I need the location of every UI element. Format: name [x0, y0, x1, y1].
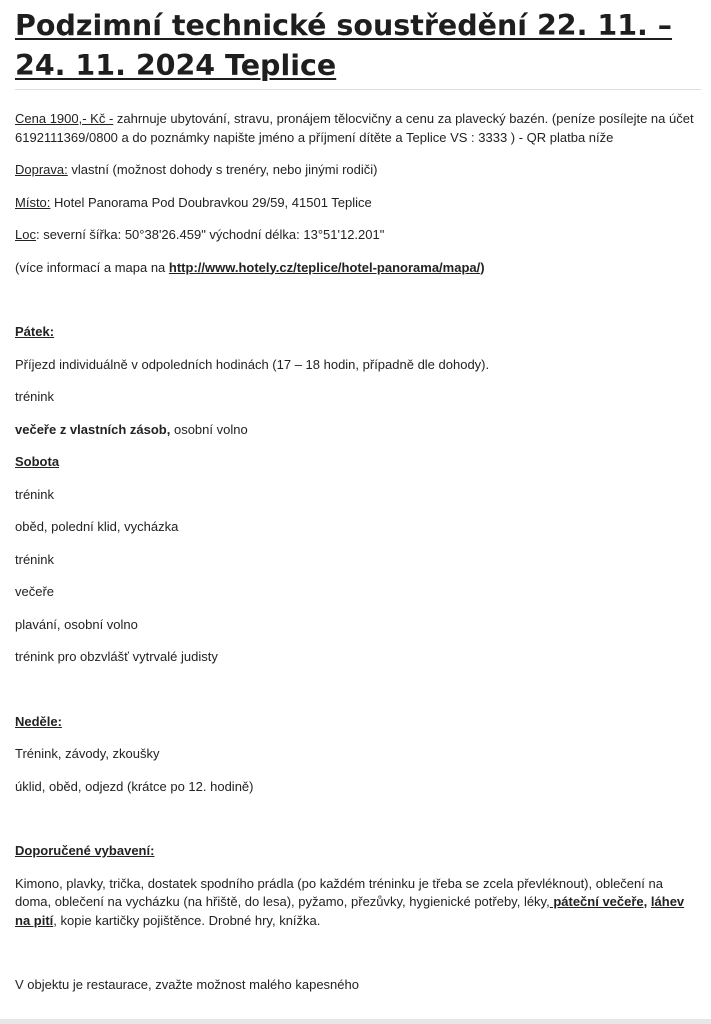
price-label: Cena 1900,- Kč - — [15, 111, 114, 126]
saturday-item: večeře — [15, 584, 55, 599]
document — [15, 0, 701, 995]
saturday-item: plavání, osobní volno — [15, 616, 138, 632]
equipment-text-start: Kimono, plavky, trička, dostatek spodního prádla (po každém tréninku je třeba se zcela převléknout), oblečení na doma, oblečení na vycházku (na hřiště, do lesa), pyžamo, přezůvky, hygienické potřeby, léky, — [15, 875, 663, 909]
place-label: Místo: — [15, 194, 51, 210]
friday-arrival: Příjezd individuálně v odpoledních hodinách (17 – 18 hodin, případně dle dohody). — [15, 356, 490, 372]
more-info-prefix: (více informací a mapa na — [15, 259, 169, 275]
friday-training: trénink — [15, 389, 55, 404]
transport-text: vlastní (možnost dohody s trenéry, nebo jinými rodiči) — [67, 162, 378, 177]
saturday-item: oběd, polední klid, vycházka — [15, 519, 179, 534]
saturday-item: trénink — [15, 551, 55, 567]
loc-text: : severní šířka: 50°38'26.459" východní délka: 13°51'12.201" — [35, 227, 385, 242]
saturday-heading: Sobota — [15, 454, 60, 469]
saturday-item: trénink — [15, 486, 55, 502]
location-paragraph — [15, 226, 701, 245]
sunday-item: úklid, oběd, odjezd (krátce po 12. hodině) — [15, 778, 254, 794]
friday-heading: Pátek: — [15, 324, 55, 339]
transport-label: Doprava: — [15, 162, 68, 177]
equipment-heading: Doporučené vybavení: — [15, 843, 155, 858]
equipment-text-end: , kopie kartičky pojištěnce. Drobné hry, knížka. — [53, 912, 321, 928]
bottom-bar — [0, 1019, 711, 1024]
friday-dinner-rest: osobní volno — [170, 421, 248, 437]
transport-paragraph — [15, 161, 701, 180]
friday-dinner — [15, 421, 701, 440]
equipment-paragraph — [15, 875, 701, 931]
loc-label: Loc — [15, 227, 36, 242]
price-text: zahrnuje ubytování, stravu, pronájem tělocvičny a cenu za plavecký bazén. (peníze posílejte na účet 6192111369/0800 a do poznámky napište jméno a příjmení dítěte a Teplice VS : 3333 ) - QR platba níže — [15, 111, 694, 145]
hotel-map-link[interactable]: http://www.hotely.cz/teplice/hotel-panorama/mapa/) — [168, 259, 485, 275]
equipment-highlight-bottle: láhev na pití — [15, 894, 685, 928]
sunday-item: Trénink, závody, zkoušky — [15, 746, 160, 761]
title-divider — [15, 89, 701, 90]
restaurant-note: V objektu je restaurace, zvažte možnost malého kapesného — [15, 977, 359, 992]
more-info-paragraph — [15, 259, 701, 278]
place-paragraph — [15, 194, 701, 213]
price-paragraph — [15, 110, 701, 147]
sunday-heading: Neděle: — [15, 713, 62, 729]
saturday-item: trénink pro obzvlášť vytrvalé judisty — [15, 649, 218, 664]
equipment-highlight-dinner: páteční večeře, — [549, 894, 648, 909]
page-title: Podzimní technické soustředění 22. 11. – 24. 11. 2024 Teplice — [15, 9, 673, 82]
place-text: Hotel Panorama Pod Doubravkou 29/59, 41501 Teplice — [50, 194, 372, 210]
friday-dinner-bold: večeře z vlastních zásob, — [15, 421, 171, 437]
